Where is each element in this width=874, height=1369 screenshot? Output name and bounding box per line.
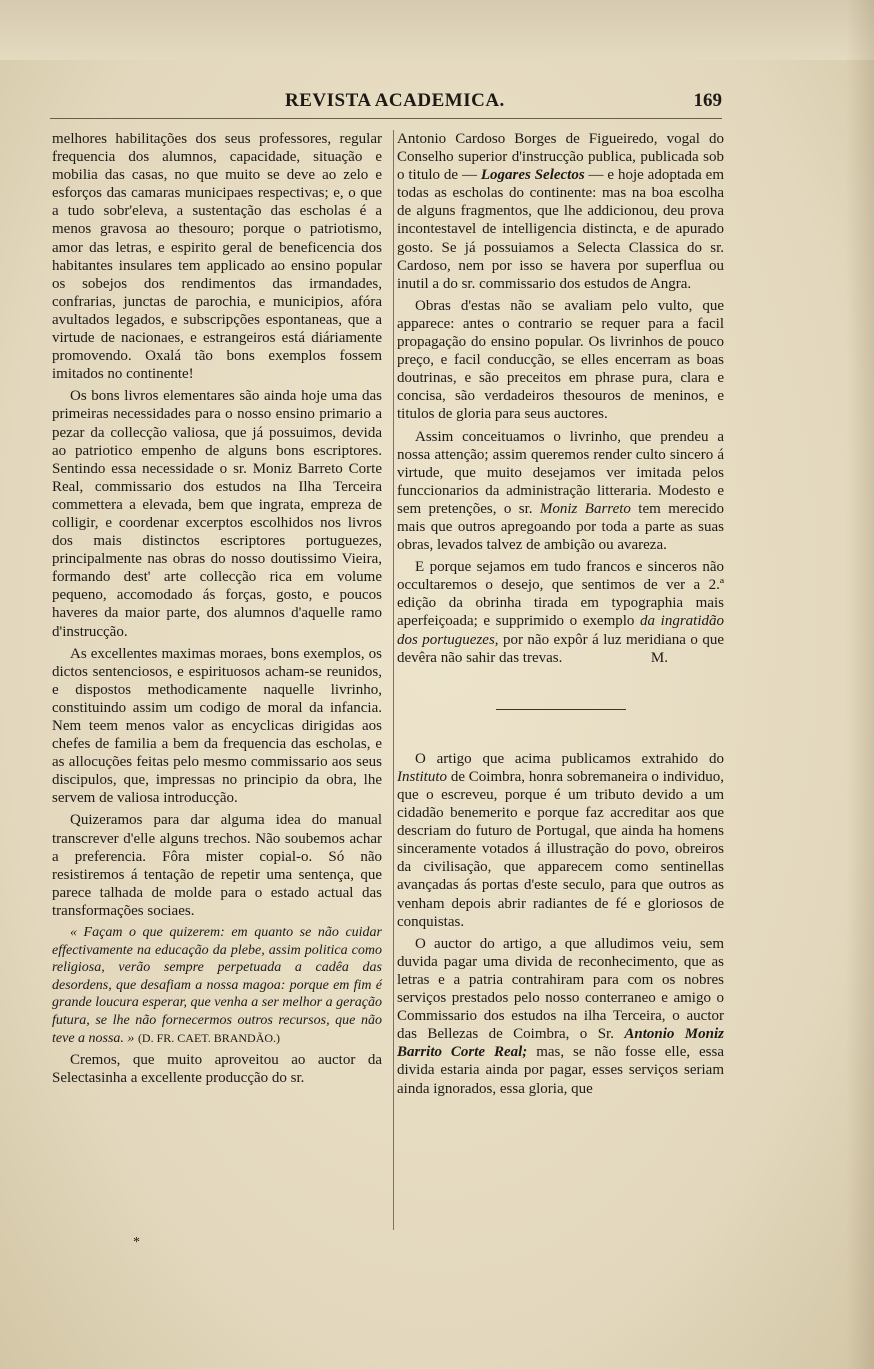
- page-edge-shadow: [846, 0, 874, 1369]
- paragraph: [397, 935, 724, 1098]
- quote-text: « Façam o que quizerem: em quanto se não cuidar effectivamente na educação da plebe, assim politica como religiosa, verão sempre perpetuada a cadêa das desordens, que desafiam a nossa magoa: porque em fim é grande loucura esperar, que venha a ser melhor a geração futura, se lhe não fornecermos outros recursos, que não teve a nossa. »: [52, 925, 382, 1046]
- text-run: — e hoje adoptada em todas as escholas do continente: mas na boa escolha de alguns fragmentos, que lhe addicionou, deu prova incontestavel de intelligencia distincta, e de apurado gosto. Se já possuiamos a Selecta Classica do sr. Cardoso, nem por isso se havera por superflua ou inutil a do sr. commissario dos estudos de Angra.: [397, 167, 725, 292]
- text-run: E porque sejamos em tudo francos e sinceros não occultaremos o desejo, que sentimos de ver a 2.ª edição da obrinha tirada em typographia mais aperfeiçoada; e supprimido o exemplo: [397, 559, 724, 630]
- paragraph: [397, 428, 724, 555]
- block-quote: [52, 924, 382, 1047]
- paragraph: melhores habilitações dos seus professores, regular frequencia dos alumnos, capacidade, situação e mobilia das casas, no que muito se deve ao zelo e esforços das camaras municipaes respectivas; e, o que a tudo sobr'eleva, a sustentação das escholas é a menos gravosa ao thesouro; porque o patriotismo, amor das letras, e espirito geral de beneficencia dos habitantes insulares tem applicado ao ensino popular os sobejos dos rendimentos das irmandades, confrarias, junctas de parochia, e municipios, afóra avultados legados, e subscripções espontaneas, que a virtude de nacionaes, e estrangeiros está diáriamente promovendo. Oxalá tão bons exemplos fossem imitados no continente!: [52, 131, 382, 383]
- paragraph: Obras d'estas não se avaliam pelo vulto, que apparece: antes o contrario se requer para a facil propagação do ensino popular. Os livrinhos de pouco preço, e facil conducção, se elles encerram as boas doutrinas, e são preceitos em phrase pura, clara e concisa, são verdadeiros thesouros de meninos, e titulos de gloria para seus auctores.: [397, 297, 724, 423]
- publication-name: Instituto: [397, 768, 448, 785]
- paragraph: Cremos, que muito aproveitou ao auctor da Selectasinha a excellente producção do sr.: [52, 1052, 382, 1087]
- emphasis: da ingratidão dos portuguezes: [397, 613, 724, 648]
- signature-mark: *: [133, 1235, 140, 1250]
- paragraph: [397, 750, 724, 931]
- book-title: Logares Selectos: [480, 167, 585, 184]
- text-run: O auctor do artigo, a que alludimos veiu, sem duvida pagar uma divida de reconhecimento, que as letras e a patria contrahiram para com os nobres serviços prestados pelo nosso conterraneo e amigo o Commissario dos estudos na ilha Terceira, o auctor das Bellezas de Coimbra, o Sr.: [397, 935, 724, 1043]
- paragraph: Quizeramos para dar alguma idea do manual transcrever d'elle alguns trechos. Não soubemos achar a preferencia. Fôra mister copial-o. Só não resistiremos á tentação de repetir uma sentença, que parece talhada de molde para o estado actual das transformações sociaes.: [52, 812, 382, 919]
- running-title: REVISTA ACADEMICA.: [285, 90, 505, 111]
- page-top-margin: [0, 0, 874, 60]
- text-run: tem merecido mais que outros apregoando por toda a parte as suas obras, levados talvez de ambição ou avareza.: [397, 500, 724, 554]
- person-name: Antonio Moniz Barrito Corte Real;: [397, 1026, 724, 1061]
- page-number: 169: [693, 90, 722, 111]
- right-column: [397, 130, 724, 1098]
- text-run: Assim conceituamos o livrinho, que prendeu a nossa attenção; assim queremos render culto sincero á virtude, que muito desejamos ver imitada pelos funccionarios da administração litteraria. Modesto e sem pretenções, o sr.: [397, 428, 724, 517]
- text-run: O artigo que acima publicamos extrahido do: [415, 750, 724, 767]
- text-run: mas, se não fosse elle, essa divida estaria ainda por pagar, esses serviços seriam ainda ignorados, essa gloria, que: [397, 1044, 724, 1097]
- text-run: , por não expôr á luz meridiana o que devêra não sahir das trevas.: [397, 631, 724, 666]
- article-signature: M.: [650, 649, 668, 666]
- section-separator: [496, 709, 626, 710]
- header-rule: [50, 118, 722, 119]
- paragraph: As excellentes maximas moraes, bons exemplos, os dictos sentenciosos, e espirituosos acham-se reunidos, e dispostos methodicamente naquelle livrinho, constituindo assim um codigo de moral da infancia. Nem teem menos valor as encyclicas dirigidas aos chefes de familia a bem da frequencia das escholas, e as allocuções feitas pelo mesmo commissario aos seus discipulos, que, impressas no principio da obra, lhe servem de valiosa introducção.: [52, 645, 382, 807]
- quote-citation: (D. FR. CAET. BRANDÃO.): [137, 1030, 281, 1045]
- text-run: Antonio Cardoso Borges de Figueiredo, vogal do Conselho superior d'instrucção publica, publicada sob o titulo de —: [397, 131, 724, 184]
- column-divider: [393, 130, 394, 1230]
- left-column: [52, 130, 382, 1087]
- text-run: de Coimbra, honra sobremaneira o individuo, que o escreveu, porque é um tributo devido a um cidadão benemerito e porque faz accreditar aos que descriam do futuro de Portugal, que ainda ha homens sinceramente votados á illustração do povo, obreiros da civilisação, que apparecem como sentinellas avançadas ás portas d'este seculo, para que outros as venham depois abrir radiantes de fé e gloriosos de conquistas.: [397, 768, 724, 930]
- paragraph: Os bons livros elementares são ainda hoje uma das primeiras necessidades para o nosso ensino primario a pezar da collecção valiosa, que já possuimos, devida ao patriotico empenho de alguns bons escriptores. Sentindo essa necessidade o sr. Moniz Barreto Corte Real, commissario dos estudos na Ilha Terceira commettera a elevada, bem que ingrata, empreza de colligir, e coordenar excerptos escolhidos nos livros dos mais distinctos escriptores portuguezes, principalmente nas obras do nosso doutissimo Vieira, formando dest' arte collecção rica em volume pequeno, accomodado ás forças, gosto, e poucos haveres da maior parte, dos alumnos d'aquelle ramo d'instrucção.: [52, 388, 382, 640]
- paragraph: [397, 130, 724, 293]
- person-name: Moniz Barreto: [539, 500, 631, 517]
